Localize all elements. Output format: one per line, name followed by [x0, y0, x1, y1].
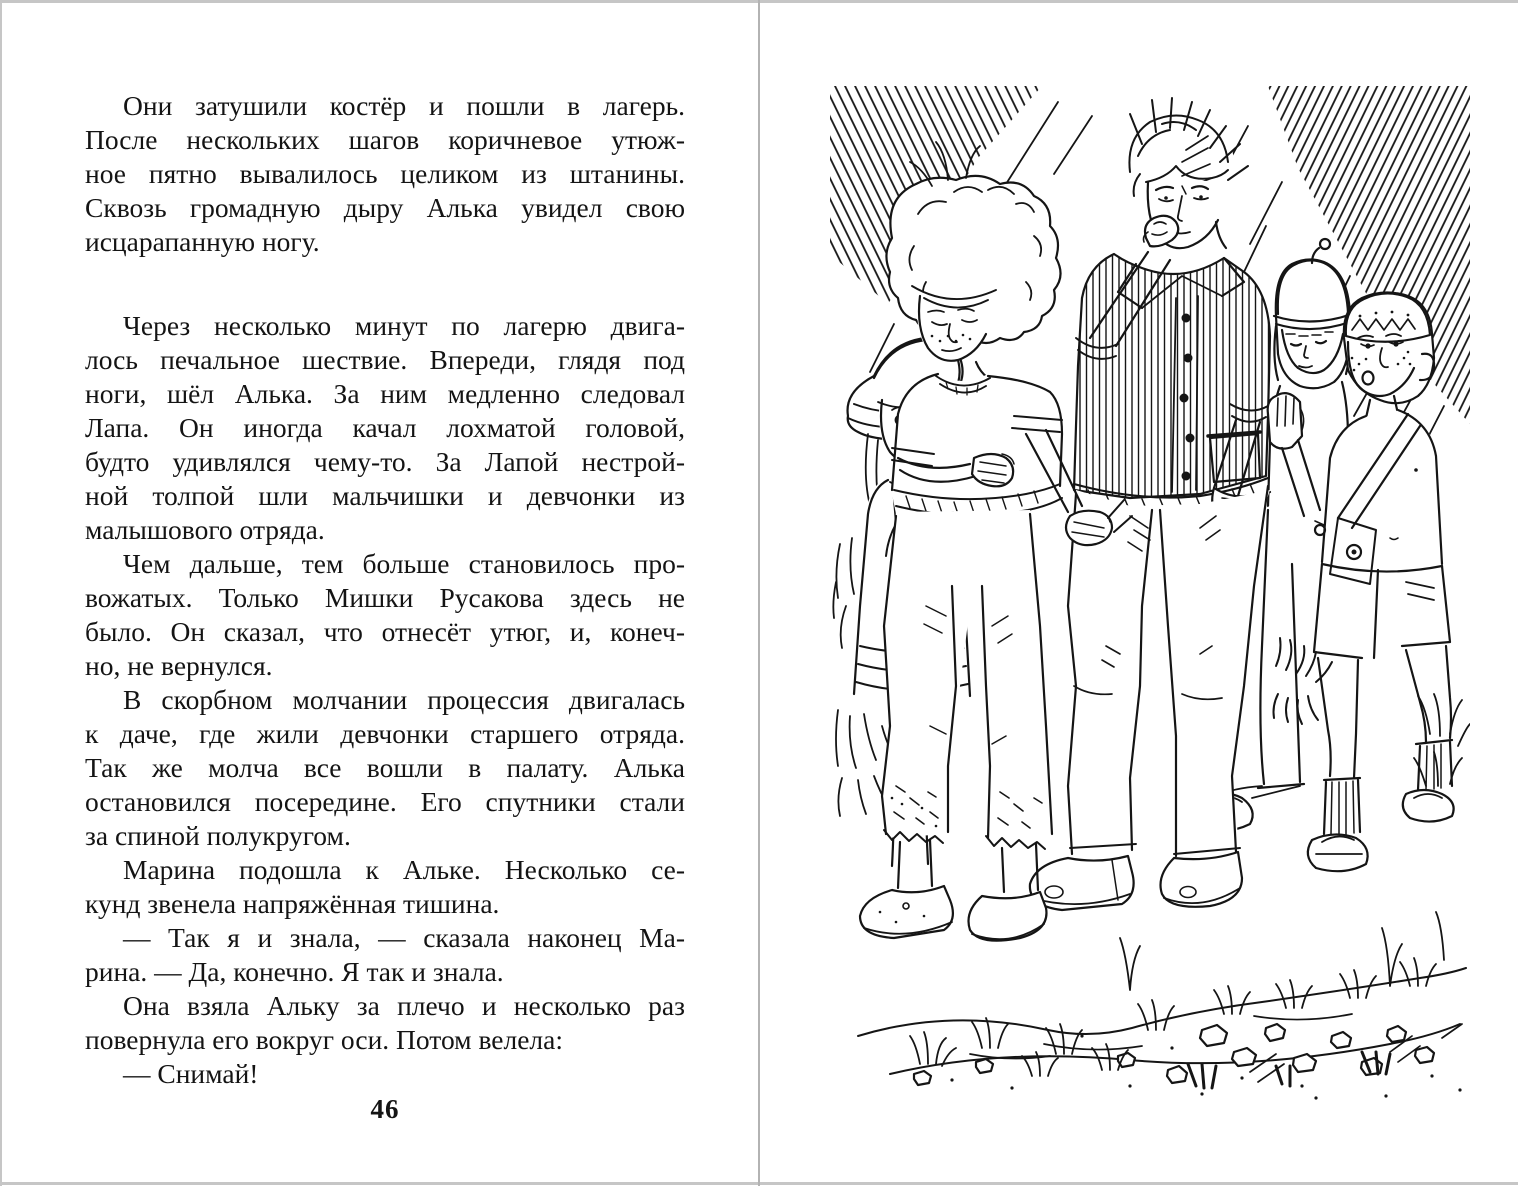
text-line: Чем дальше, тем больше становилось про- — [123, 548, 685, 579]
text-line: Через несколько минут по лагерю двига- — [123, 310, 685, 341]
text-line: — Снимай! — [123, 1058, 259, 1089]
paragraph — [85, 1057, 685, 1091]
text-line: Лапа. Он иногда качал лохматой головой, — [85, 412, 685, 443]
page-number: 46 — [370, 1094, 400, 1124]
text-line: рина. — Да, конечно. Я так и знала. — [85, 956, 504, 987]
text-column — [85, 89, 685, 1091]
text-line: за спиной полукругом. — [85, 820, 351, 851]
text-line: к даче, где жили девчонки старшего отряда. — [85, 718, 685, 749]
text-line: Сквозь громадную дыру Алька увидел свою — [85, 192, 685, 223]
text-line: исцарапанную ногу. — [85, 226, 320, 257]
text-line: повернула его вокруг оси. Потом велела: — [85, 1024, 563, 1055]
text-line: Марина подошла к Альке. Несколько се- — [123, 854, 685, 885]
text-line: было. Он сказал, что отнесёт утюг, и, конеч- — [85, 616, 685, 647]
ground — [858, 912, 1466, 1100]
paragraph — [85, 547, 685, 683]
paragraph — [85, 989, 685, 1057]
paragraph — [85, 309, 685, 547]
text-line: вожатых. Только Мишки Русакова здесь не — [85, 582, 685, 613]
text-line: Она взяла Альку за плечо и несколько раз — [123, 990, 685, 1021]
text-line: Они затушили костёр и пошли в лагерь. — [123, 90, 685, 121]
boy-thinking — [1030, 98, 1270, 910]
text-line: ное пятно вывалилось целиком из штанины. — [85, 158, 685, 189]
text-line: кунд звенела напряжённая тишина. — [85, 888, 500, 919]
text-line: Так же молча все вошли в палату. Алька — [85, 752, 685, 783]
text-line: ной толпой шли мальчишки и девчонки из — [85, 480, 685, 511]
beanie-boy-hand — [1268, 393, 1320, 516]
book-illustration — [830, 86, 1470, 1106]
text-line: ноги, шёл Алька. За ним медленно следовал — [85, 378, 685, 409]
text-line: но, не вернулся. — [85, 650, 273, 681]
paragraph — [85, 683, 685, 853]
text-line: малышового отряда. — [85, 514, 325, 545]
left-page — [0, 0, 758, 1186]
text-line: — Так я и знала, — сказала наконец Ма- — [123, 922, 685, 953]
text-line: В скорбном молчании процессия двигалась — [123, 684, 685, 715]
paragraph — [85, 89, 685, 259]
paragraph — [85, 921, 685, 989]
text-line: остановился посередине. Его спутники стали — [85, 786, 685, 817]
boy-alka — [860, 142, 1082, 941]
text-line: лось печальное шествие. Впереди, глядя под — [85, 344, 685, 375]
text-line: После нескольких шагов коричневое утюж- — [85, 124, 685, 155]
paragraph — [85, 853, 685, 921]
text-line: будто удивлялся чему-то. За Лапой нестрой- — [85, 446, 685, 477]
